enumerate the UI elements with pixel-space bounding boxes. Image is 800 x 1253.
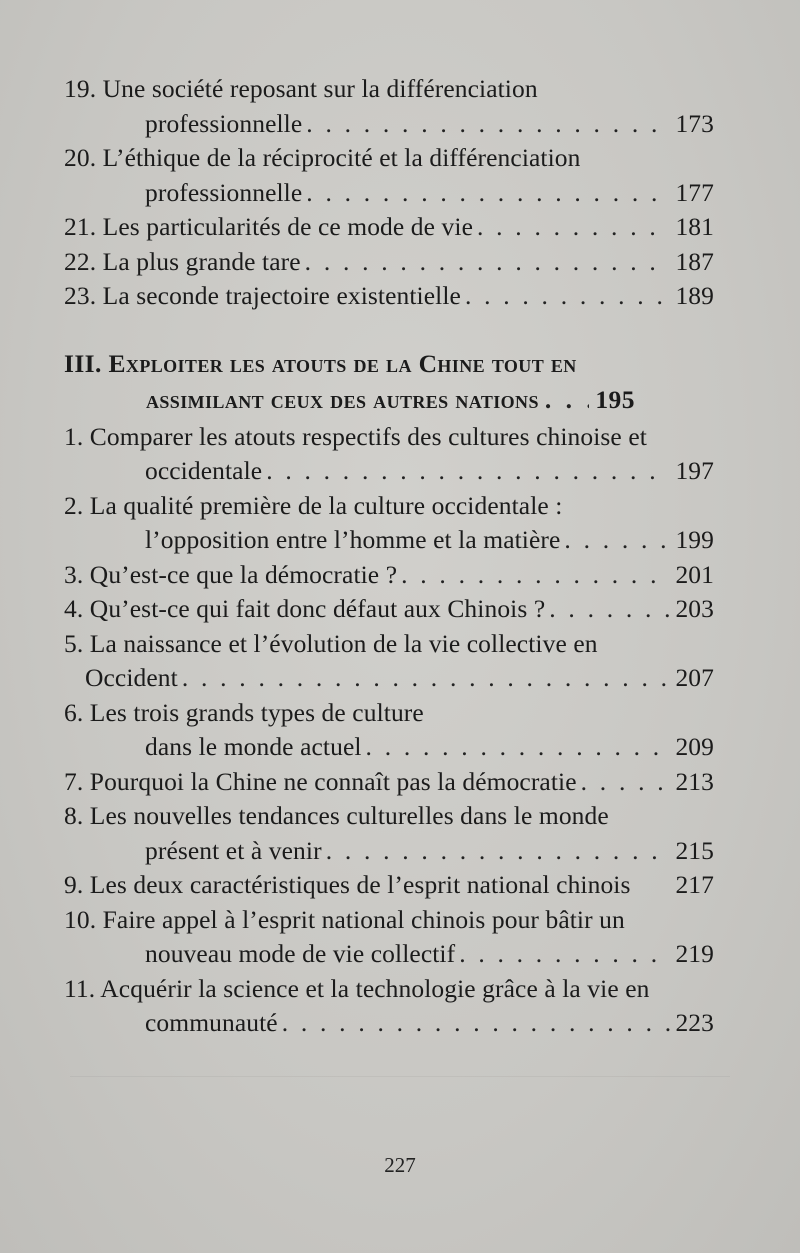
toc-page-number: 177 <box>675 177 714 207</box>
toc-entry-title-cont: communauté <box>145 1008 278 1037</box>
toc-page-number: 173 <box>675 108 714 138</box>
toc-page-number: 219 <box>675 939 714 968</box>
toc-entry-3 <box>64 558 714 593</box>
toc-entry-title-cont: l’opposition entre l’homme et la matière <box>145 525 561 554</box>
toc-entry-2 <box>64 489 714 558</box>
toc-entry-title: 5. La naissance et l’évolution de la vie collective en <box>64 628 598 658</box>
leader-dots <box>564 523 670 558</box>
toc-entry-23 <box>64 279 714 314</box>
toc-entry-title: 7. Pourquoi la Chine ne connaît pas la démocratie <box>64 766 577 796</box>
section-page-number: 195 <box>595 384 635 414</box>
toc-section-heading <box>64 346 714 418</box>
toc-entry-title: 1. Comparer les atouts respectifs des cultures chinoise et <box>64 421 647 451</box>
leader-dots <box>305 245 670 280</box>
toc-entry-title-cont: professionnelle <box>145 108 303 138</box>
leader-dots <box>266 454 670 489</box>
toc-entry-9 <box>64 868 714 903</box>
table-of-contents <box>64 72 714 1041</box>
toc-entry-title-cont: nouveau mode de vie collectif <box>145 939 456 968</box>
section-title-cont: assimilant ceux des autres nations <box>146 384 539 414</box>
toc-entry-title: 10. Faire appel à l’esprit national chinois pour bâtir un <box>64 904 625 934</box>
leader-dots <box>282 1006 670 1041</box>
toc-entry-5 <box>64 627 714 696</box>
toc-entry-title: 23. La seconde trajectoire existentielle <box>64 281 461 310</box>
toc-page-number: 181 <box>675 212 714 241</box>
toc-page-number: 201 <box>675 559 714 589</box>
section-gap <box>64 314 714 336</box>
leader-dots <box>459 937 670 972</box>
leader-dots <box>326 834 670 869</box>
toc-page-number: 209 <box>675 732 714 761</box>
leader-dots <box>545 382 589 418</box>
toc-entry-title: 8. Les nouvelles tendances culturelles dans le monde <box>64 801 609 830</box>
bleed-through-shadow <box>70 1076 730 1107</box>
toc-page-number: 215 <box>675 835 714 865</box>
toc-entry-title: 9. Les deux caractéristiques de l’esprit national chinois <box>64 870 631 899</box>
toc-page-number: 187 <box>675 246 714 276</box>
page-number: 227 <box>384 1153 416 1177</box>
toc-entry-title: 20. L’éthique de la réciprocité et la différenciation <box>64 143 581 172</box>
toc-entry-title: 21. Les particularités de ce mode de vie <box>64 212 473 241</box>
leader-dots <box>366 730 670 765</box>
toc-page-number: 197 <box>675 456 714 485</box>
toc-entry-21 <box>64 210 714 245</box>
toc-entry-title: 6. Les trois grands types de culture <box>64 697 424 727</box>
toc-entry-8 <box>64 799 714 868</box>
toc-page-number: 213 <box>675 766 714 796</box>
toc-page-number: 207 <box>675 663 714 692</box>
toc-page-number: 217 <box>675 870 714 899</box>
leader-dots <box>306 107 670 142</box>
toc-entry-7 <box>64 765 714 800</box>
toc-entry-1 <box>64 420 714 489</box>
toc-entry-4 <box>64 592 714 627</box>
leader-dots <box>306 176 670 211</box>
toc-entry-20 <box>64 141 714 210</box>
leader-dots <box>182 661 670 696</box>
leader-dots <box>581 765 670 800</box>
toc-entry-title: 4. Qu’est-ce qui fait donc défaut aux Chinois ? <box>64 594 546 623</box>
toc-entry-title-cont: professionnelle <box>145 177 303 207</box>
toc-entry-19 <box>64 72 714 141</box>
toc-entry-title-cont: Occident <box>85 663 178 692</box>
toc-entry-title: 3. Qu’est-ce que la démocratie ? <box>64 559 398 589</box>
toc-page-number: 189 <box>675 281 714 310</box>
toc-entry-title: 11. Acquérir la science et la technologie grâce à la vie en <box>64 973 650 1003</box>
leader-dots <box>477 210 670 245</box>
toc-entry-title-cont: dans le monde actuel <box>145 732 362 761</box>
section-title: III. Exploiter les atouts de la Chine tout en <box>64 348 577 378</box>
toc-entry-title: 22. La plus grande tare <box>64 246 301 276</box>
leader-dots <box>465 279 670 314</box>
toc-page-number: 203 <box>675 594 714 623</box>
toc-page-number: 223 <box>675 1008 714 1037</box>
toc-entry-6 <box>64 696 714 765</box>
toc-entry-title: 19. Une société reposant sur la différenciation <box>64 74 538 103</box>
toc-entry-10 <box>64 903 714 972</box>
toc-entry-title: 2. La qualité première de la culture occidentale : <box>64 490 563 520</box>
leader-dots <box>401 558 670 593</box>
toc-entry-title-cont: présent et à venir <box>145 835 322 865</box>
toc-entry-11 <box>64 972 714 1041</box>
leader-dots <box>549 592 670 627</box>
toc-entry-title-cont: occidentale <box>145 456 263 485</box>
toc-page-number: 199 <box>675 525 714 554</box>
toc-entry-22 <box>64 245 714 280</box>
